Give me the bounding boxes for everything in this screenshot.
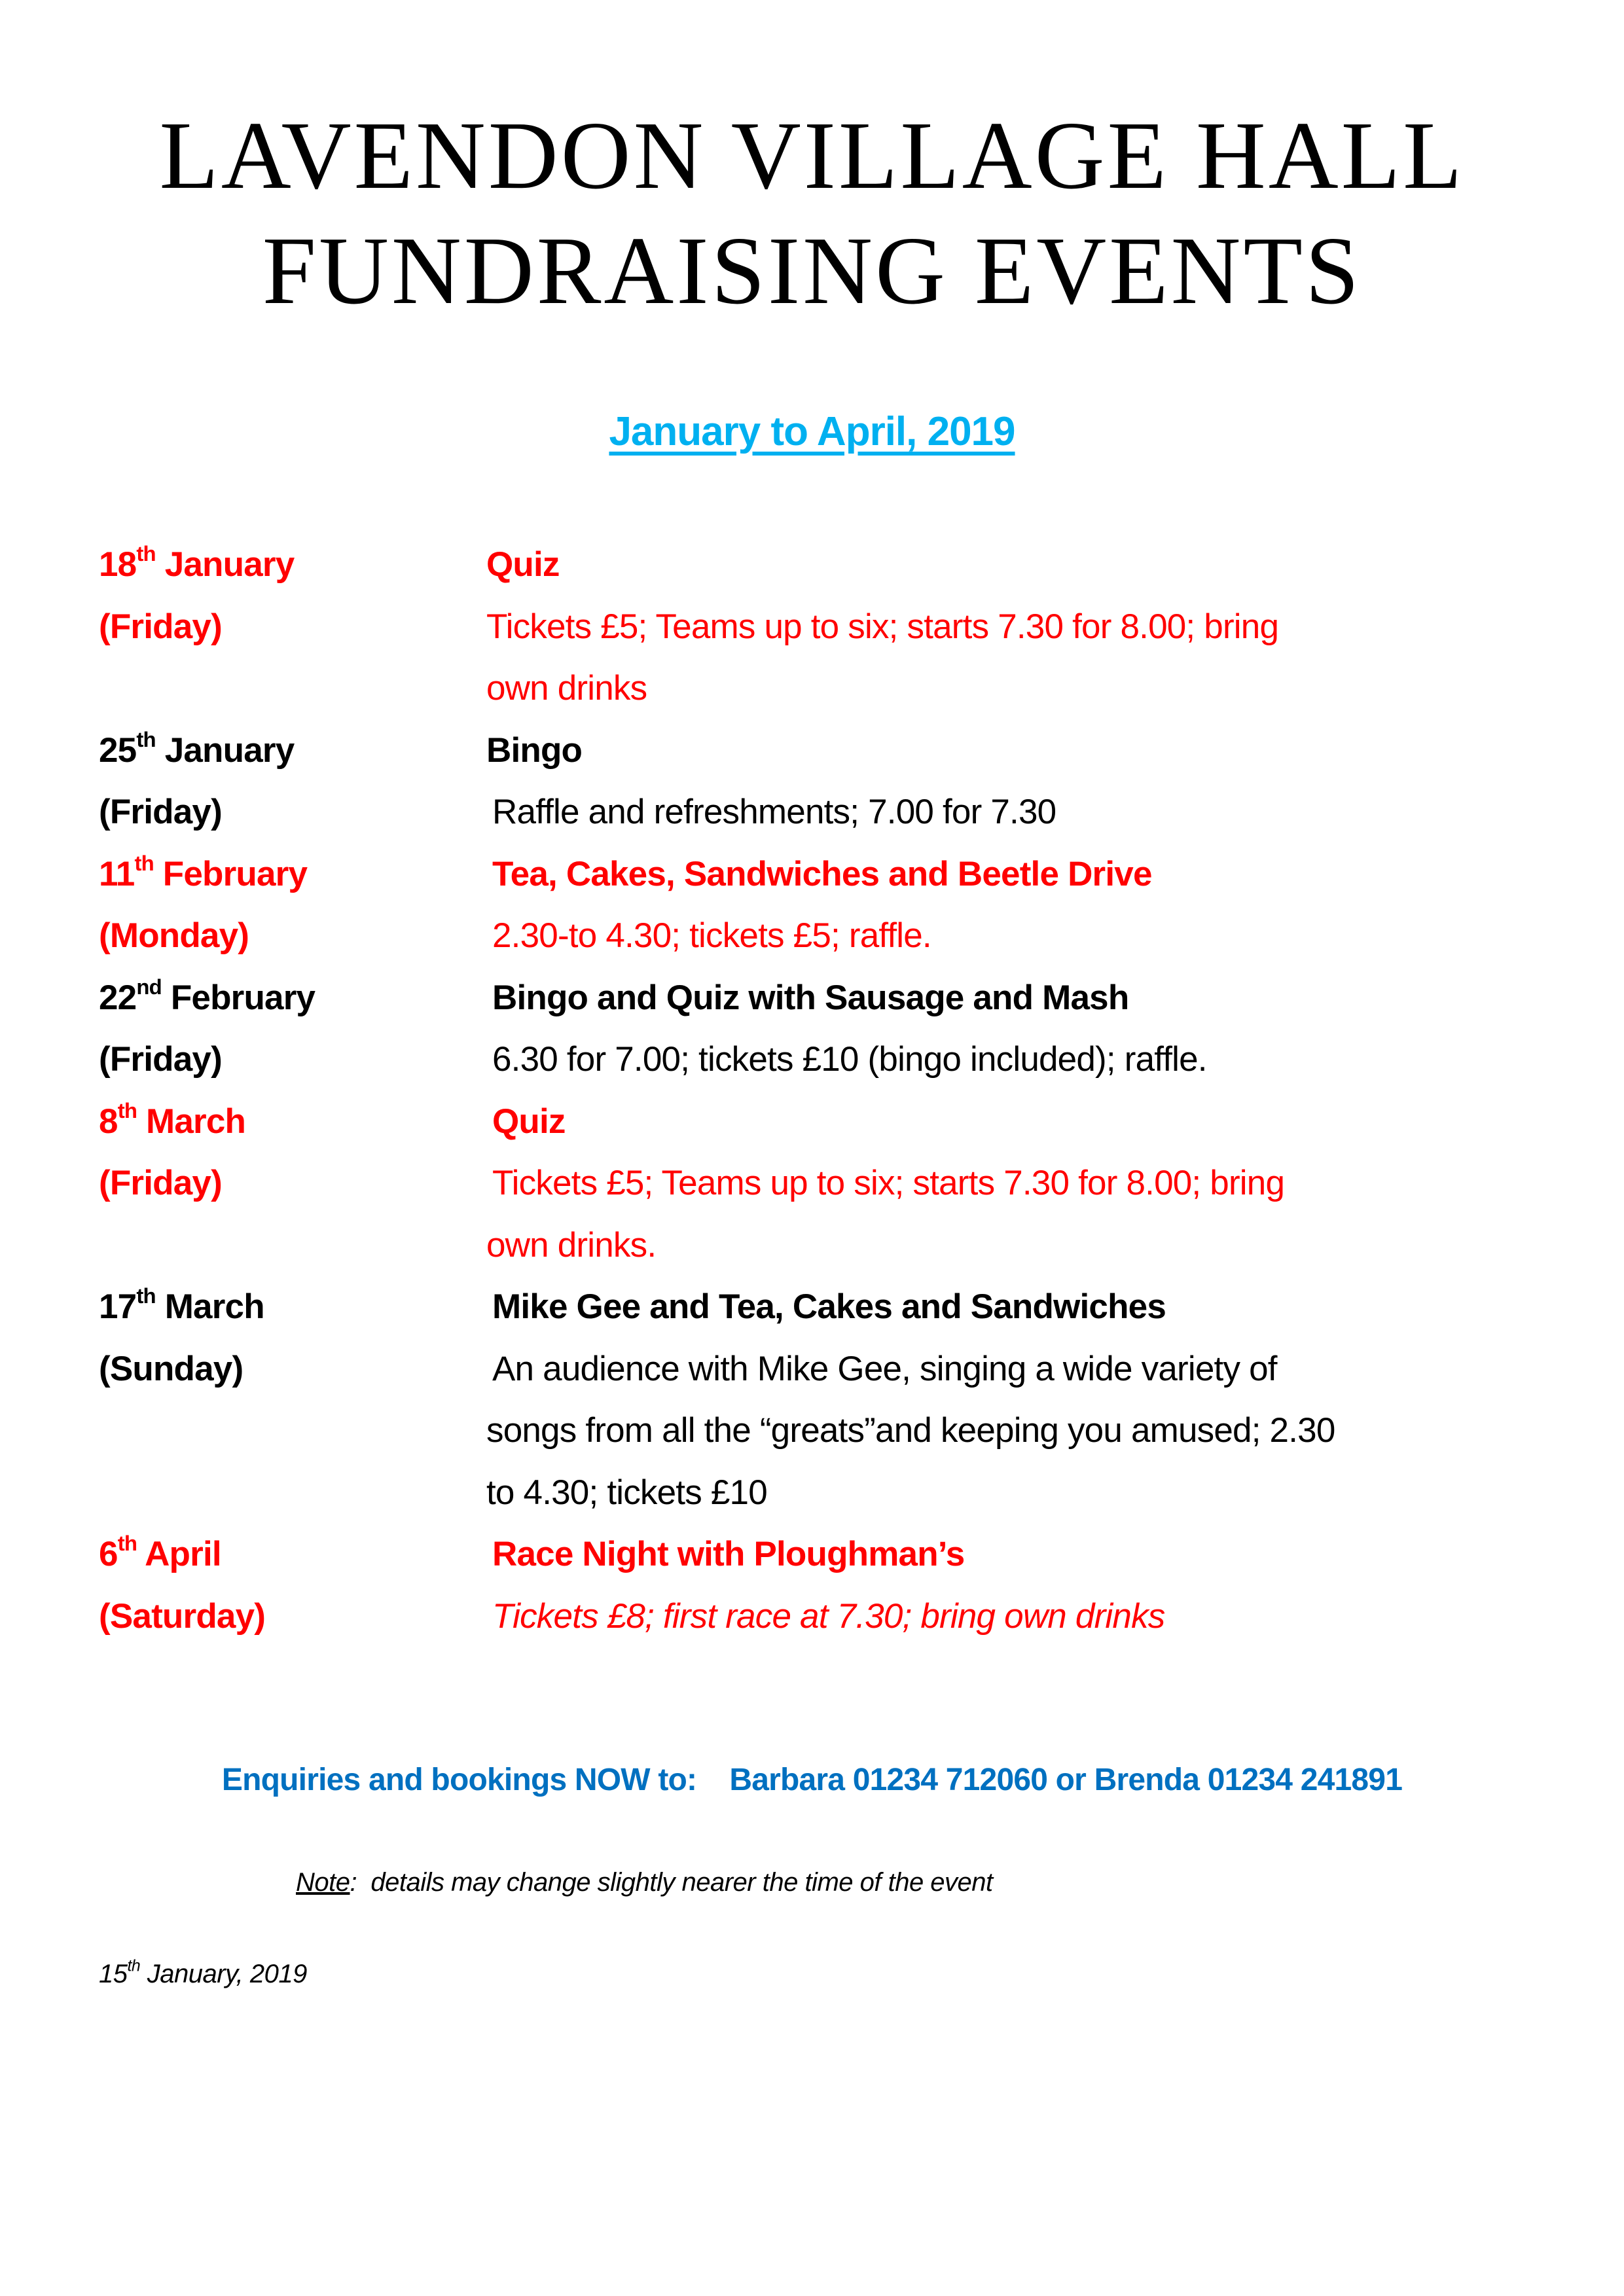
event-weekday: (Monday) [99,916,249,955]
note [296,1865,993,1899]
enquiries-contacts: Barbara 01234 712060 or Brenda 01234 241891 [729,1763,1403,1797]
title-line-1: LAVENDON VILLAGE HALL [159,102,1465,209]
event-weekday: (Friday) [99,1164,222,1202]
event-date: 6th April [99,1531,221,1573]
event-weekday: (Saturday) [99,1596,266,1636]
event-details: An audience with Mike Gee, singing a wide variety of [492,1349,1277,1388]
event-details: 6.30 for 7.00; tickets £10 (bingo included); raffle. [492,1040,1207,1079]
event-item [0,720,1624,844]
event-details: 2.30-to 4.30; tickets £5; raffle. [492,916,931,955]
event-date: 25th January [99,726,295,770]
note-label: Note [296,1868,350,1897]
event-item [0,844,1624,967]
event-date: 11th February [99,850,308,893]
event-item [0,1276,1624,1524]
note-text: : details may change slightly nearer the time of the event [350,1868,993,1897]
document-date: 15th January, 2019 [99,1957,307,1988]
event-weekday: (Friday) [99,793,222,831]
event-item [0,534,1624,720]
date-range-text: January to April, 2019 [609,409,1015,454]
events-list [0,534,1624,1647]
event-item [0,1091,1624,1277]
event-item [0,1524,1624,1647]
enquiries-contact [0,1761,1624,1800]
event-details: own drinks [486,669,647,708]
event-details: Tickets £5; Teams up to six; starts 7.30 for 8.00; bring [486,607,1279,646]
event-details: Tickets £5; Teams up to six; starts 7.30 for 8.00; bring [492,1164,1285,1202]
event-name: Mike Gee and Tea, Cakes and Sandwiches [492,1287,1166,1326]
event-date: 8th March [99,1098,246,1141]
event-date: 18th January [99,541,295,584]
event-name: Bingo and Quiz with Sausage and Mash [492,978,1129,1017]
date-range-subtitle [0,403,1624,461]
event-name: Tea, Cakes, Sandwiches and Beetle Drive [492,854,1152,893]
event-details: Raffle and refreshments; 7.00 for 7.30 [492,793,1056,831]
event-weekday: (Sunday) [99,1349,244,1388]
event-item [0,967,1624,1091]
event-name: Race Night with Ploughman’s [492,1535,965,1573]
event-name: Quiz [492,1102,566,1141]
title-line-2: FUNDRAISING EVENTS [262,217,1362,325]
event-weekday: (Friday) [99,607,222,646]
event-name: Quiz [486,545,560,584]
event-date: 22nd February [99,974,316,1017]
event-name: Bingo [486,730,583,770]
event-date: 17th March [99,1283,264,1326]
event-weekday: (Friday) [99,1040,222,1079]
event-details: own drinks. [486,1225,657,1265]
event-details: songs from all the “greats”and keeping you amused; 2.30 [486,1411,1335,1450]
event-details: Tickets £8; first race at 7.30; bring own drinks [492,1596,1165,1636]
event-details: to 4.30; tickets £10 [486,1473,767,1512]
enquiries-label: Enquiries and bookings NOW to: [221,1763,730,1797]
